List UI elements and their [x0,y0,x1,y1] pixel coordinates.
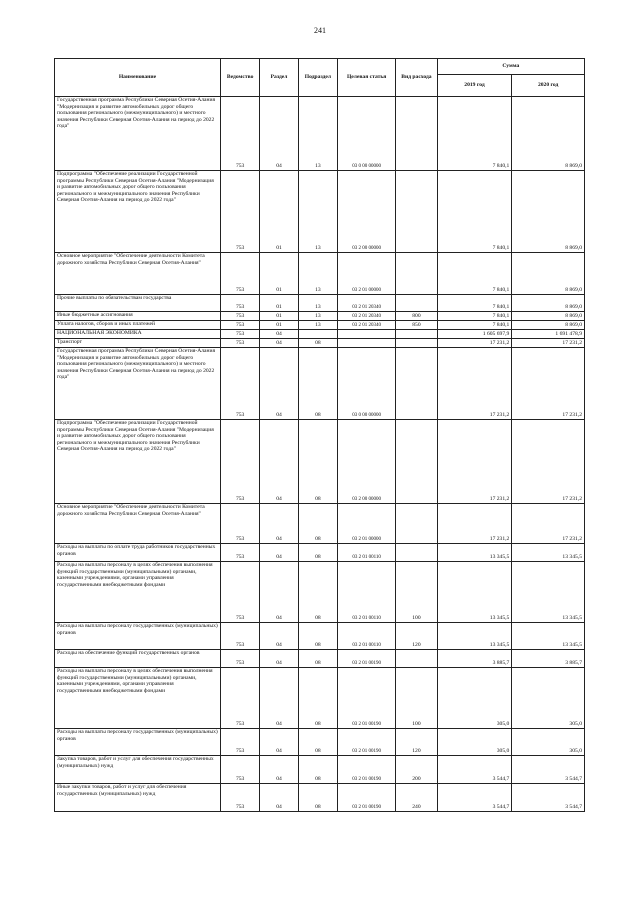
page-number: 241 [314,26,326,35]
row-department: 753 [220,729,259,756]
row-section: 04 [260,330,298,339]
row-subsection: 13 [298,253,337,295]
row-2020: 8 869,0 [512,171,585,253]
row-expense-type [396,348,437,420]
row-2020: 17 231,2 [512,420,585,504]
row-department: 753 [220,504,259,544]
row-2019: 13 345,5 [437,562,512,623]
row-2020: 8 869,0 [512,253,585,295]
row-target: 03 0 00 00000 [338,97,396,171]
budget-table [54,58,585,812]
row-target: 03 2 01 00190 [338,756,396,784]
row-2019: 3 544,7 [437,756,512,784]
row-department: 753 [220,756,259,784]
row-expense-type [396,504,437,544]
row-2020: 8 869,0 [512,312,585,321]
row-target [338,330,396,339]
row-name: Подпрограмма "Обеспечение реализации Государственной программы Республики Северная Осетия-Алания "Модернизация и развитие автомобильных дорог общего пользования регионального и межмуниципального значения Республики Северная Осетия-Алания на период до 2022 года" [55,420,221,504]
header-name: Наименование [55,59,221,97]
row-2019: 7 840,1 [437,171,512,253]
row-2020: 3 885,7 [512,650,585,668]
row-section: 04 [260,97,298,171]
row-expense-type [396,339,437,348]
row-name: Расходы на выплаты персоналу в целях обеспечения выполнения функций государственными (муниципальными) органами, казенными учреждениями, органами управления государственными внебюджетными фондами [55,562,221,623]
row-section: 04 [260,729,298,756]
header-department: Ведомство [220,59,259,97]
row-section: 04 [260,339,298,348]
table-row [55,784,585,812]
row-name: Расходы на выплаты по оплате труда работников государственных органов [55,544,221,562]
row-expense-type: 120 [396,623,437,650]
row-expense-type [396,420,437,504]
table-row [55,321,585,330]
table-row [55,171,585,253]
row-2019: 3 544,7 [437,784,512,812]
row-department: 753 [220,668,259,729]
table-row [55,339,585,348]
row-expense-type: 850 [396,321,437,330]
row-target: 03 2 01 00190 [338,729,396,756]
row-department: 753 [220,321,259,330]
row-department: 753 [220,312,259,321]
row-2020: 17 231,2 [512,504,585,544]
row-2020: 3 544,7 [512,784,585,812]
table-body [55,97,585,812]
header-section: Раздел [260,59,298,97]
row-section: 04 [260,650,298,668]
row-subsection: 08 [298,348,337,420]
row-2019: 3 885,7 [437,650,512,668]
row-name: Государственная программа Республики Северная Осетия-Алания "Модернизация и развитие автомобильных дорог общего пользования регионального (межмуниципального) и местного значения Республики Северная Осетия-Алания на период до 2022 года" [55,97,221,171]
row-name: Расходы на выплаты персоналу государственных (муниципальных) органов [55,623,221,650]
row-section: 01 [260,171,298,253]
table-row [55,253,585,295]
row-subsection: 08 [298,623,337,650]
header-sum: Сумма [437,59,584,75]
row-section: 04 [260,348,298,420]
row-name: Расходы на выплаты персоналу государственных (муниципальных) органов [55,729,221,756]
row-name: НАЦИОНАЛЬНАЯ ЭКОНОМИКА [55,330,221,339]
row-section: 01 [260,253,298,295]
table-row [55,330,585,339]
row-2019: 7 840,1 [437,295,512,312]
row-department: 753 [220,420,259,504]
table-row [55,504,585,544]
row-target: 03 2 01 20340 [338,312,396,321]
row-expense-type: 120 [396,729,437,756]
row-expense-type [396,330,437,339]
table-row [55,544,585,562]
row-2020: 13 345,5 [512,562,585,623]
row-2019: 7 840,1 [437,321,512,330]
header-expense-type: Вид расхода [396,59,437,97]
row-target: 03 2 01 00000 [338,504,396,544]
row-2019: 1 605 697,9 [437,330,512,339]
row-expense-type [396,97,437,171]
table-row [55,295,585,312]
row-expense-type [396,295,437,312]
row-section: 01 [260,295,298,312]
row-subsection: 08 [298,650,337,668]
row-department: 753 [220,562,259,623]
row-2019: 17 231,2 [437,420,512,504]
row-2020: 13 345,5 [512,623,585,650]
row-2019: 7 840,1 [437,253,512,295]
table-row [55,348,585,420]
row-2019: 13 345,5 [437,544,512,562]
row-department: 753 [220,339,259,348]
row-2019: 305,0 [437,668,512,729]
row-department: 753 [220,253,259,295]
row-2020: 3 544,7 [512,756,585,784]
table-row [55,623,585,650]
row-target: 03 2 01 00190 [338,784,396,812]
row-name: Государственная программа Республики Северная Осетия-Алания "Модернизация и развитие автомобильных дорог общего пользования регионального (межмуниципального) и местного значения Республики Северная Осетия-Алания на период до 2022 года" [55,348,221,420]
row-expense-type: 100 [396,562,437,623]
row-2020: 13 345,5 [512,544,585,562]
row-name: Подпрограмма "Обеспечение реализации Государственной программы Республики Северная Осетия-Алания "Модернизация и развитие автомобильных дорог общего пользования регионального и межмуниципального значения Республики Северная Осетия-Алания на период до 2022 года" [55,171,221,253]
row-subsection [298,330,337,339]
row-subsection: 08 [298,562,337,623]
row-expense-type: 800 [396,312,437,321]
row-2020: 17 231,2 [512,339,585,348]
row-section: 01 [260,312,298,321]
row-name: Иные бюджетные ассигнования [55,312,221,321]
row-expense-type: 240 [396,784,437,812]
row-department: 753 [220,348,259,420]
row-subsection: 08 [298,420,337,504]
row-target: 03 2 01 00000 [338,253,396,295]
row-target: 03 0 00 00000 [338,348,396,420]
row-2019: 305,0 [437,729,512,756]
row-department: 753 [220,97,259,171]
row-section: 01 [260,321,298,330]
row-subsection: 13 [298,321,337,330]
table-row [55,312,585,321]
table-row [55,562,585,623]
row-target: 03 2 01 20340 [338,295,396,312]
row-name: Транспорт [55,339,221,348]
row-target: 03 2 01 00190 [338,668,396,729]
row-name: Иные закупки товаров, работ и услуг для обеспечения государственных (муниципальных) нужд [55,784,221,812]
row-subsection: 08 [298,784,337,812]
row-department: 753 [220,544,259,562]
row-2020: 1 691 478,9 [512,330,585,339]
row-target: 03 2 01 00190 [338,650,396,668]
row-2019: 7 840,1 [437,312,512,321]
row-department: 753 [220,330,259,339]
table-row [55,729,585,756]
row-target: 03 2 00 00000 [338,171,396,253]
row-expense-type: 100 [396,668,437,729]
row-section: 04 [260,544,298,562]
row-section: 04 [260,420,298,504]
row-section: 04 [260,784,298,812]
row-2020: 305,0 [512,729,585,756]
row-name: Расходы на обеспечение функций государственных органов [55,650,221,668]
row-name: Основное мероприятие "Обеспечение деятельности Комитета дорожного хозяйства Республики Северная Осетия-Алания" [55,504,221,544]
row-expense-type [396,171,437,253]
row-name: Основное мероприятие "Обеспечение деятельности Комитета дорожного хозяйства Республики Северная Осетия-Алания" [55,253,221,295]
table-row [55,97,585,171]
row-target: 03 2 00 00000 [338,420,396,504]
row-subsection: 13 [298,295,337,312]
row-2019: 7 840,1 [437,97,512,171]
row-expense-type [396,650,437,668]
row-2019: 17 231,2 [437,339,512,348]
row-2020: 8 869,0 [512,321,585,330]
row-expense-type [396,253,437,295]
row-expense-type [396,544,437,562]
row-2020: 8 869,0 [512,295,585,312]
table-row [55,650,585,668]
row-subsection: 08 [298,729,337,756]
row-department: 753 [220,784,259,812]
row-target: 03 2 01 00110 [338,623,396,650]
row-subsection: 08 [298,504,337,544]
table-row [55,756,585,784]
row-department: 753 [220,171,259,253]
row-section: 04 [260,504,298,544]
row-target: 03 2 01 20340 [338,321,396,330]
row-2019: 13 345,5 [437,623,512,650]
row-department: 753 [220,623,259,650]
table-row [55,420,585,504]
row-2020: 305,0 [512,668,585,729]
row-2019: 17 231,2 [437,504,512,544]
header-target: Целевая статья [338,59,396,97]
row-name: Закупка товаров, работ и услуг для обеспечения государственных (муниципальных) нужд [55,756,221,784]
row-section: 04 [260,756,298,784]
header-2020: 2020 год [512,75,585,97]
row-target [338,339,396,348]
row-expense-type: 200 [396,756,437,784]
row-section: 04 [260,562,298,623]
row-target: 03 2 01 00110 [338,544,396,562]
row-subsection: 13 [298,312,337,321]
row-department: 753 [220,650,259,668]
row-2020: 8 869,0 [512,97,585,171]
row-2020: 17 231,2 [512,348,585,420]
table-row [55,668,585,729]
row-2019: 17 231,2 [437,348,512,420]
row-target: 03 2 01 00110 [338,562,396,623]
row-name: Расходы на выплаты персоналу в целях обеспечения выполнения функций государственными (муниципальными) органами, казенными учреждениями, органами управления государственными внебюджетными фондами [55,668,221,729]
row-subsection: 13 [298,97,337,171]
row-subsection: 08 [298,756,337,784]
row-department: 753 [220,295,259,312]
row-section: 04 [260,623,298,650]
row-subsection: 08 [298,544,337,562]
row-section: 04 [260,668,298,729]
row-name: Уплата налогов, сборов и иных платежей [55,321,221,330]
row-subsection: 13 [298,171,337,253]
header-subsection: Подраздел [298,59,337,97]
row-subsection: 08 [298,339,337,348]
row-subsection: 08 [298,668,337,729]
row-name: Прочие выплаты по обязательствам государства [55,295,221,312]
header-2019: 2019 год [437,75,512,97]
